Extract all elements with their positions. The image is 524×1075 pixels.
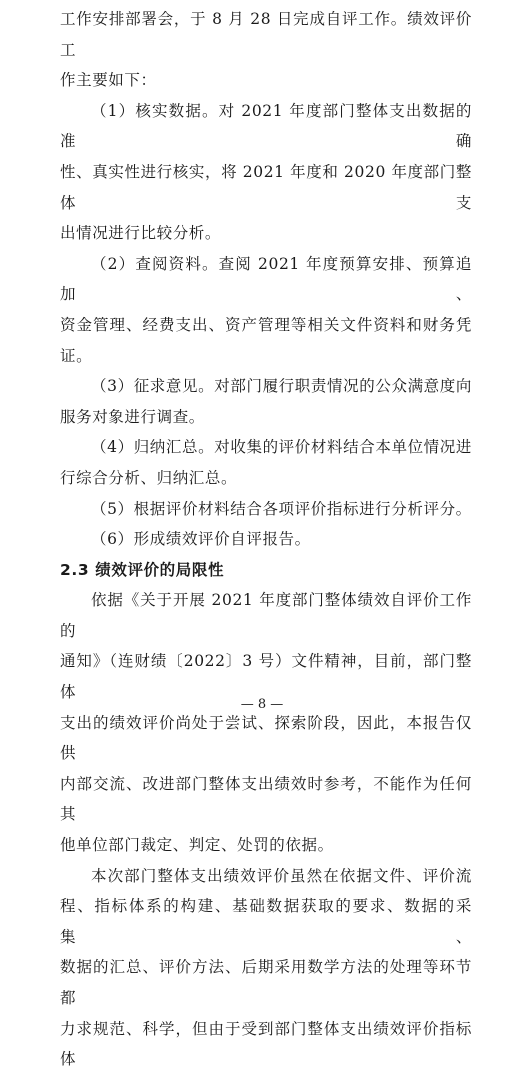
paragraph-solicit-opinions — [60, 371, 472, 432]
text-line: 数据的汇总、评价方法、后期采用数学方法的处理等环节都 — [60, 958, 472, 1007]
text-line: （3）征求意见。对部门履行职责情况的公众满意度向 — [91, 377, 472, 396]
page-number: — 8 — — [240, 697, 284, 712]
text-line: 性、真实性进行核实，将 2021 年度和 2020 年度部门整体支 — [60, 162, 472, 212]
text-line: 依据《关于开展 2021 年度部门整体绩效自评价工作的 — [60, 591, 472, 640]
text-line: 资金管理、经费支出、资产管理等相关文件资料和财务凭证。 — [60, 315, 472, 365]
text-line: 力求规范、科学，但由于受到部门整体支出绩效评价指标体 — [60, 1019, 472, 1069]
paragraph-verify-data — [60, 96, 472, 249]
text-line: （4）归纳汇总。对收集的评价材料结合本单位情况进 — [91, 438, 472, 457]
text-line: 工作安排部署会，于 8 月 28 日完成自评工作。绩效评价工 — [60, 10, 472, 59]
text-line: 本次部门整体支出绩效评价虽然在依据文件、评价流 — [91, 866, 472, 885]
paragraph-review-materials — [60, 249, 472, 371]
text-line: 通知》（连财绩〔2022〕3 号）文件精神，目前，部门整体 — [60, 652, 472, 702]
text-line: 程、指标体系的构建、基础数据获取的要求、数据的采集、 — [60, 897, 472, 946]
section-heading: 2.3 绩效评价的局限性 — [60, 560, 225, 579]
text-line: 服务对象进行调查。 — [60, 407, 205, 426]
text-line: （5）根据评价材料结合各项评价指标进行分析评分。 — [91, 499, 472, 518]
paragraph-basis — [60, 585, 472, 860]
paragraph-summarize — [60, 432, 472, 493]
paragraph-scoring — [60, 494, 472, 525]
text-line: （1）核实数据。对 2021 年度部门整体支出数据的准确 — [60, 101, 472, 151]
text-line: 出情况进行比较分析。 — [60, 224, 222, 243]
text-line: （2）查阅资料。查阅 2021 年度预算安排、预算追加、 — [60, 254, 472, 304]
document-page — [60, 4, 472, 1075]
text-line: 作主要如下： — [60, 71, 157, 90]
text-line: 行综合分析、归纳汇总。 — [60, 468, 238, 487]
text-line: 他单位部门裁定、判定、处罚的依据。 — [60, 836, 334, 855]
text-line: （6）形成绩效评价自评报告。 — [91, 530, 311, 549]
paragraph-work-arrangement — [60, 4, 472, 96]
paragraph-self-report — [60, 524, 472, 555]
text-line: 支出的绩效评价尚处于尝试、探索阶段，因此，本报告仅供 — [60, 713, 472, 763]
paragraph-limitations — [60, 861, 472, 1075]
text-line: 内部交流、改进部门整体支出绩效时参考，不能作为任何其 — [60, 774, 472, 824]
